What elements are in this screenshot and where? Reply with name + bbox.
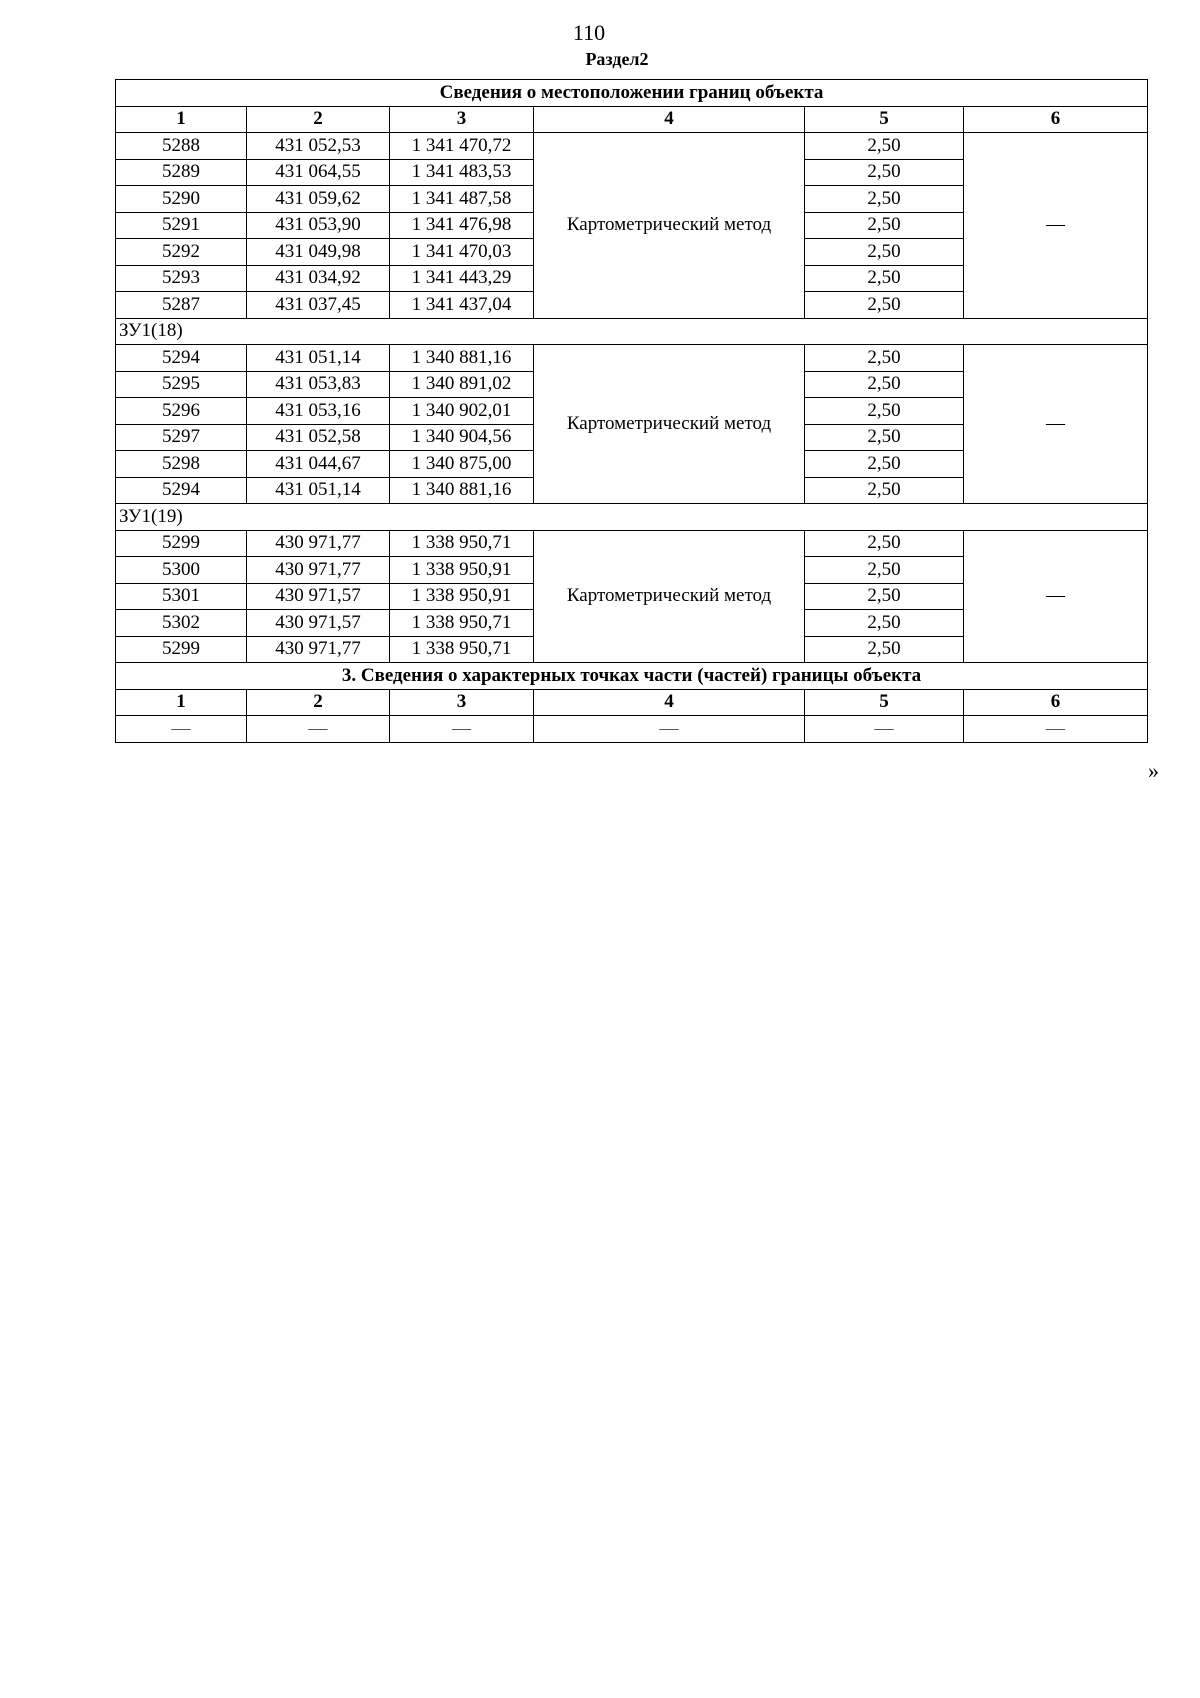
coordinate-y: 1 341 487,58 (390, 186, 534, 213)
accuracy-cell: 2,50 (805, 212, 964, 239)
coordinate-x: 431 051,14 (247, 477, 390, 504)
point-number: 5295 (116, 371, 247, 398)
method-cell: Картометрический метод (534, 133, 805, 319)
coordinate-y: 1 341 476,98 (390, 212, 534, 239)
accuracy-cell: 2,50 (805, 159, 964, 186)
accuracy-cell: 2,50 (805, 239, 964, 266)
accuracy-cell: 2,50 (805, 477, 964, 504)
accuracy-cell: 2,50 (805, 451, 964, 478)
empty-cell: — (247, 716, 390, 743)
accuracy-cell: 2,50 (805, 530, 964, 557)
coordinate-y: 1 340 902,01 (390, 398, 534, 425)
accuracy-cell: 2,50 (805, 557, 964, 584)
column-header: 1 (116, 689, 247, 716)
method-cell: Картометрический метод (534, 530, 805, 663)
coordinate-x: 431 052,58 (247, 424, 390, 451)
point-number: 5300 (116, 557, 247, 584)
accuracy-cell: 2,50 (805, 265, 964, 292)
column-header: 5 (805, 689, 964, 716)
point-number: 5299 (116, 530, 247, 557)
coordinate-y: 1 338 950,71 (390, 530, 534, 557)
coordinate-x: 431 044,67 (247, 451, 390, 478)
method-cell: Картометрический метод (534, 345, 805, 504)
column-header: 1 (116, 106, 247, 133)
coordinate-y: 1 341 483,53 (390, 159, 534, 186)
empty-cell: — (390, 716, 534, 743)
part-title: 3. Сведения о характерных точках части (частей) границы объекта (116, 663, 1148, 690)
empty-cell: — (534, 716, 805, 743)
parcel-label-row (116, 318, 1148, 345)
part-column-header-row (116, 689, 1148, 716)
coordinate-x: 430 971,57 (247, 583, 390, 610)
accuracy-cell: 2,50 (805, 583, 964, 610)
point-number: 5297 (116, 424, 247, 451)
coordinate-y: 1 340 875,00 (390, 451, 534, 478)
accuracy-cell: 2,50 (805, 636, 964, 663)
coordinate-y: 1 338 950,71 (390, 610, 534, 637)
closing-quote: » (1148, 758, 1159, 783)
point-number: 5294 (116, 477, 247, 504)
point-number: 5301 (116, 583, 247, 610)
coordinate-x: 431 034,92 (247, 265, 390, 292)
coordinate-y: 1 341 437,04 (390, 292, 534, 319)
point-number: 5287 (116, 292, 247, 319)
point-number: 5291 (116, 212, 247, 239)
point-number: 5293 (116, 265, 247, 292)
description-cell: — (964, 530, 1148, 663)
point-number: 5294 (116, 345, 247, 372)
point-number: 5298 (116, 451, 247, 478)
column-header: 3 (390, 689, 534, 716)
point-number: 5292 (116, 239, 247, 266)
section-title: Раздел2 (585, 49, 649, 69)
table-title: Сведения о местоположении границ объекта (116, 80, 1148, 107)
column-header: 4 (534, 106, 805, 133)
column-header: 2 (247, 689, 390, 716)
accuracy-cell: 2,50 (805, 345, 964, 372)
parcel-label: ЗУ1(19) (116, 504, 1148, 531)
column-header: 6 (964, 106, 1148, 133)
page-number: 110 (572, 20, 606, 45)
accuracy-cell: 2,50 (805, 424, 964, 451)
empty-cell: — (116, 716, 247, 743)
description-cell: — (964, 133, 1148, 319)
column-header: 4 (534, 689, 805, 716)
point-number: 5299 (116, 636, 247, 663)
accuracy-cell: 2,50 (805, 371, 964, 398)
parcel-label: ЗУ1(18) (116, 318, 1148, 345)
coordinate-y: 1 338 950,71 (390, 636, 534, 663)
coordinate-y: 1 340 904,56 (390, 424, 534, 451)
coordinate-x: 431 053,90 (247, 212, 390, 239)
accuracy-cell: 2,50 (805, 186, 964, 213)
point-number: 5290 (116, 186, 247, 213)
coordinate-x: 431 064,55 (247, 159, 390, 186)
coordinate-x: 431 049,98 (247, 239, 390, 266)
point-number: 5288 (116, 133, 247, 160)
description-cell: — (964, 345, 1148, 504)
coordinate-x: 431 053,83 (247, 371, 390, 398)
empty-cell: — (805, 716, 964, 743)
column-header-row (116, 106, 1148, 133)
coordinate-y: 1 338 950,91 (390, 583, 534, 610)
empty-cell: — (964, 716, 1148, 743)
coordinate-y: 1 341 470,72 (390, 133, 534, 160)
table-row (116, 133, 1148, 160)
accuracy-cell: 2,50 (805, 398, 964, 425)
part-data-row (116, 716, 1148, 743)
coordinate-x: 430 971,77 (247, 530, 390, 557)
coordinate-x: 431 051,14 (247, 345, 390, 372)
coordinate-x: 430 971,57 (247, 610, 390, 637)
coordinate-x: 431 052,53 (247, 133, 390, 160)
table-title-row (116, 80, 1148, 107)
coordinate-x: 430 971,77 (247, 557, 390, 584)
parcel-label-row (116, 504, 1148, 531)
accuracy-cell: 2,50 (805, 133, 964, 160)
accuracy-cell: 2,50 (805, 292, 964, 319)
coordinate-y: 1 338 950,91 (390, 557, 534, 584)
coordinate-y: 1 341 470,03 (390, 239, 534, 266)
column-header: 3 (390, 106, 534, 133)
column-header: 5 (805, 106, 964, 133)
coordinate-y: 1 340 881,16 (390, 345, 534, 372)
table-row (116, 345, 1148, 372)
column-header: 6 (964, 689, 1148, 716)
point-number: 5302 (116, 610, 247, 637)
coordinate-x: 431 059,62 (247, 186, 390, 213)
coordinate-y: 1 341 443,29 (390, 265, 534, 292)
accuracy-cell: 2,50 (805, 610, 964, 637)
coordinate-x: 431 053,16 (247, 398, 390, 425)
point-number: 5289 (116, 159, 247, 186)
coordinate-y: 1 340 881,16 (390, 477, 534, 504)
table-row (116, 530, 1148, 557)
coordinate-y: 1 340 891,02 (390, 371, 534, 398)
boundary-table (115, 79, 1148, 743)
column-header: 2 (247, 106, 390, 133)
coordinate-x: 430 971,77 (247, 636, 390, 663)
point-number: 5296 (116, 398, 247, 425)
coordinate-x: 431 037,45 (247, 292, 390, 319)
part-title-row (116, 663, 1148, 690)
